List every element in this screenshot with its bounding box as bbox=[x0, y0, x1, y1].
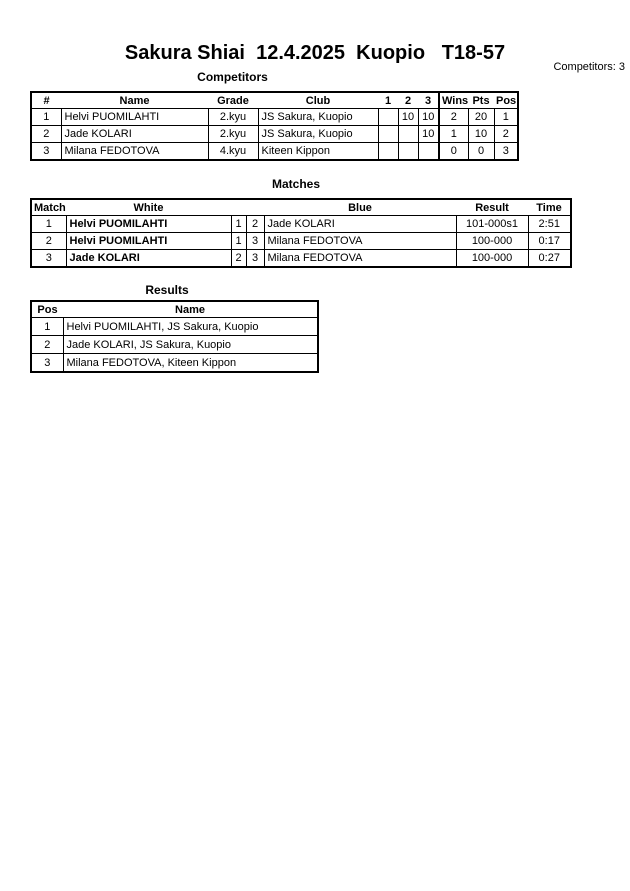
table-cell: 0 bbox=[468, 143, 494, 161]
results-section-title: Results bbox=[145, 283, 189, 297]
table-cell: 2.kyu bbox=[208, 126, 258, 143]
column-header bbox=[231, 199, 246, 216]
column-header: Name bbox=[63, 301, 318, 318]
table-cell: 3 bbox=[31, 143, 61, 161]
table-cell: 0 bbox=[439, 143, 468, 161]
column-header bbox=[246, 199, 264, 216]
table-cell: 2 bbox=[31, 336, 63, 354]
column-header: Time bbox=[528, 199, 571, 216]
table-cell: 2.kyu bbox=[208, 109, 258, 126]
matches-section-title: Matches bbox=[271, 177, 321, 191]
table-cell: 2 bbox=[439, 109, 468, 126]
competitors-count: Competitors: 3 bbox=[553, 61, 625, 73]
table-cell: 1 bbox=[31, 318, 63, 336]
table-cell: 2 bbox=[494, 126, 518, 143]
column-header: Wins bbox=[439, 92, 468, 109]
table-cell: 1 bbox=[231, 216, 246, 233]
table-cell: Jade KOLARI bbox=[66, 250, 231, 268]
table-cell: Milana FEDOTOVA, Kiteen Kippon bbox=[63, 354, 318, 373]
table-cell: 20 bbox=[468, 109, 494, 126]
table-cell: 10 bbox=[398, 109, 418, 126]
table-row bbox=[31, 143, 518, 161]
table-cell: Helvi PUOMILAHTI bbox=[66, 233, 231, 250]
table-header-row bbox=[31, 199, 571, 216]
table-cell: 3 bbox=[31, 250, 66, 268]
table-cell: 2:51 bbox=[528, 216, 571, 233]
table-row bbox=[31, 126, 518, 143]
table-cell: Kiteen Kippon bbox=[258, 143, 378, 161]
table-cell: Helvi PUOMILAHTI, JS Sakura, Kuopio bbox=[63, 318, 318, 336]
column-header: Pos bbox=[494, 92, 518, 109]
table-cell: Jade KOLARI bbox=[61, 126, 208, 143]
table-header-row bbox=[31, 301, 318, 318]
table-cell: 3 bbox=[246, 250, 264, 268]
table-cell bbox=[378, 126, 398, 143]
column-header: Blue bbox=[264, 199, 456, 216]
table-cell: 4.kyu bbox=[208, 143, 258, 161]
table-cell bbox=[398, 126, 418, 143]
table-cell: 101-000s1 bbox=[456, 216, 528, 233]
column-header: Pts bbox=[468, 92, 494, 109]
table-cell: 2 bbox=[31, 126, 61, 143]
table-cell: 10 bbox=[418, 126, 439, 143]
table-row bbox=[31, 354, 318, 373]
column-header: White bbox=[66, 199, 231, 216]
table-row bbox=[31, 318, 318, 336]
table-cell: Milana FEDOTOVA bbox=[264, 250, 456, 268]
column-header: Pos bbox=[31, 301, 63, 318]
table-cell bbox=[418, 143, 439, 161]
table-cell: Milana FEDOTOVA bbox=[264, 233, 456, 250]
table-cell: 0:17 bbox=[528, 233, 571, 250]
column-header: Grade bbox=[208, 92, 258, 109]
table-cell: Jade KOLARI bbox=[264, 216, 456, 233]
table-cell: 1 bbox=[494, 109, 518, 126]
matches-table bbox=[30, 198, 572, 268]
table-cell: Jade KOLARI, JS Sakura, Kuopio bbox=[63, 336, 318, 354]
table-cell: Milana FEDOTOVA bbox=[61, 143, 208, 161]
table-cell: 1 bbox=[31, 109, 61, 126]
table-cell: 3 bbox=[494, 143, 518, 161]
table-cell: Helvi PUOMILAHTI bbox=[66, 216, 231, 233]
table-header-row bbox=[31, 92, 518, 109]
table-cell: 100-000 bbox=[456, 250, 528, 268]
column-header: # bbox=[31, 92, 61, 109]
column-header: Club bbox=[258, 92, 378, 109]
table-cell: 100-000 bbox=[456, 233, 528, 250]
column-header: Result bbox=[456, 199, 528, 216]
table-cell bbox=[378, 143, 398, 161]
table-row bbox=[31, 250, 571, 268]
table-row bbox=[31, 233, 571, 250]
table-row bbox=[31, 216, 571, 233]
table-cell: JS Sakura, Kuopio bbox=[258, 109, 378, 126]
table-cell: 2 bbox=[231, 250, 246, 268]
table-cell: 1 bbox=[31, 216, 66, 233]
competitors-section-title: Competitors bbox=[197, 70, 268, 84]
competitors-table bbox=[30, 91, 519, 161]
results-table bbox=[30, 300, 319, 373]
column-header: Match bbox=[31, 199, 66, 216]
table-cell bbox=[378, 109, 398, 126]
table-cell: 2 bbox=[31, 233, 66, 250]
table-cell: JS Sakura, Kuopio bbox=[258, 126, 378, 143]
table-row bbox=[31, 336, 318, 354]
table-row bbox=[31, 109, 518, 126]
column-header: Name bbox=[61, 92, 208, 109]
table-cell: 3 bbox=[31, 354, 63, 373]
table-cell: Helvi PUOMILAHTI bbox=[61, 109, 208, 126]
table-cell: 0:27 bbox=[528, 250, 571, 268]
column-header: 2 bbox=[398, 92, 418, 109]
column-header: 3 bbox=[418, 92, 439, 109]
column-header: 1 bbox=[378, 92, 398, 109]
table-cell: 1 bbox=[439, 126, 468, 143]
table-cell: 3 bbox=[246, 233, 264, 250]
table-cell: 2 bbox=[246, 216, 264, 233]
table-cell bbox=[398, 143, 418, 161]
table-cell: 10 bbox=[418, 109, 439, 126]
table-cell: 1 bbox=[231, 233, 246, 250]
table-cell: 10 bbox=[468, 126, 494, 143]
page-title: Sakura Shiai 12.4.2025 Kuopio T18-57 bbox=[124, 42, 506, 64]
